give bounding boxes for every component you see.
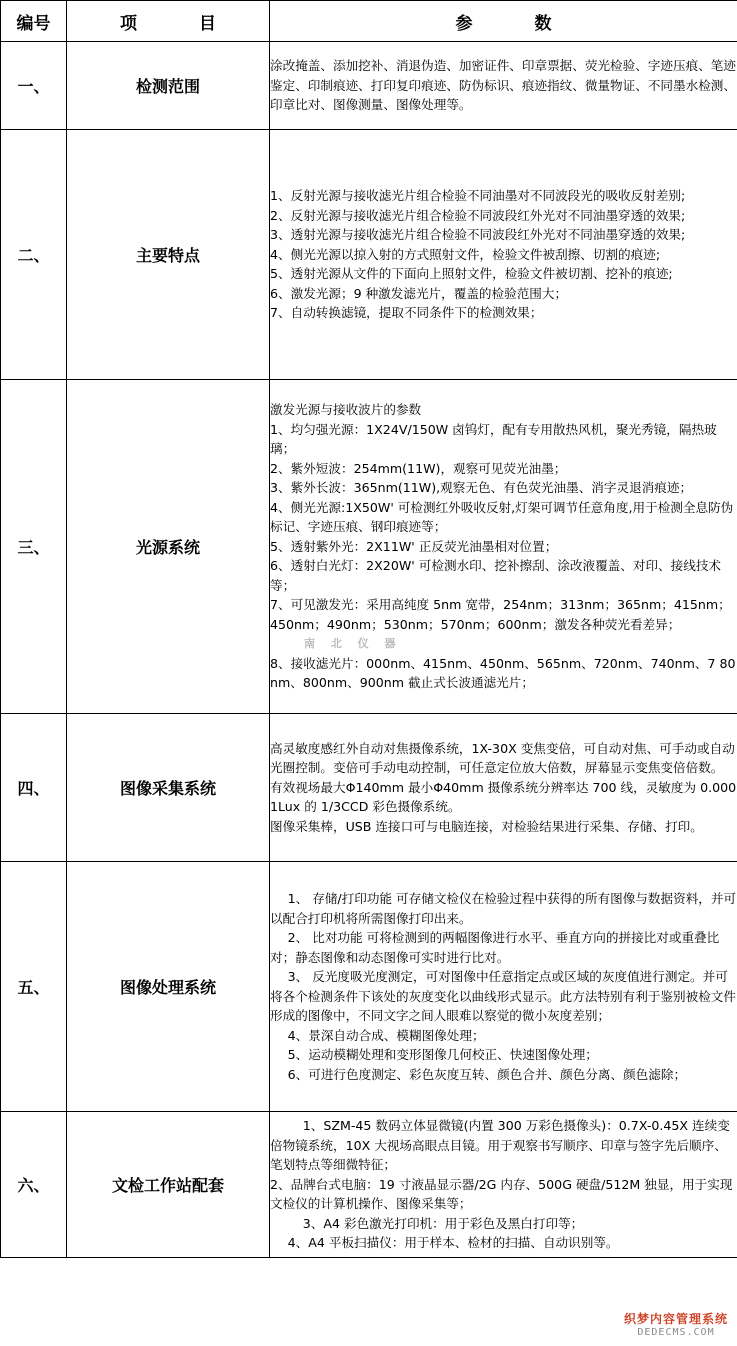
param-line: 3、 反光度吸光度测定，可对图像中任意指定点或区域的灰度值进行测定。并可将各个检测条件下该处的灰度变化以曲线形式显示。此方法特别有利于鉴别被检文件形成的图像中，不同文字之间人眼难以察觉的微小灰度差别；	[270, 969, 736, 1023]
table-row	[1, 1112, 737, 1258]
row-params	[270, 862, 737, 1112]
param-line: 6、激发光源；9 种激发滤光片，覆盖的检验范围大；	[270, 285, 568, 301]
watermark-url: DEDECMS.COM	[637, 1327, 715, 1338]
param-line: 6、可进行色度测定、彩色灰度互转、颜色合并、颜色分离、颜色滤除；	[287, 1066, 687, 1082]
param-line: 2、 比对功能 可将检测到的两幅图像进行水平、垂直方向的拼接比对或重叠比对；静态图像和动态图像可实时进行比对。	[270, 930, 720, 965]
param-line: 图像采集棒，USB 连接口可与电脑连接，对检验结果进行采集、存储、打印。	[270, 818, 703, 834]
param-line: 4、A4 平板扫描仪：用于样本、检材的扫描、自动识别等。	[287, 1235, 619, 1251]
param-line: 有效视场最大Φ140mm 最小Φ40mm 摄像系统分辨率达 700 线，灵敏度为 0.0001Lux 的 1/3CCD 彩色摄像系统。	[270, 779, 737, 815]
param-line: 5、透射紫外光：2X11W' 正反荧光油墨相对位置；	[270, 538, 558, 554]
row-params	[270, 1112, 737, 1258]
param-line: 6、透射白光灯：2X20W' 可检测水印、挖补擦刮、涂改液覆盖、对印、接线技术等；	[270, 558, 722, 593]
row-item: 光源系统	[67, 380, 270, 714]
param-line: 涂改掩盖、添加挖补、消退伪造、加密证件、印章票据、荧光检验、字迹压痕、笔迹鉴定、印制痕迹、打印复印痕迹、防伪标识、痕迹指纹、微量物证、不同墨水检测、印章比对、图像测量、图像处理等。	[270, 58, 736, 113]
param-line: 7、可见激发光：采用高纯度 5nm 宽带，254nm；313nm；365nm；415nm；450nm；490nm；530nm；570nm；600nm；激发各种荧光看差异；	[270, 597, 731, 632]
param-line: 5、透射光源从文件的下面向上照射文件，检验文件被切割、挖补的痕迹;	[270, 266, 673, 282]
param-line: 1、均匀强光源：1X24V/150W 卤钨灯，配有专用散热风机，聚光秀镜，隔热玻璃；	[270, 421, 717, 457]
row-params	[270, 380, 737, 714]
watermark	[621, 1310, 731, 1338]
row-number: 二、	[1, 130, 67, 380]
param-line: 1、 存储/打印功能 可存储文检仪在检验过程中获得的所有图像与数据资料，并可以配合打印机将所需图像打印出来。	[270, 891, 737, 926]
param-line: 2、品牌台式电脑：19 寸液晶显示器/2G 内存、500G 硬盘/512M 独显，用于实现文检仪的计算机操作、图像采集等；	[270, 1176, 733, 1212]
param-line: 1、SZM-45 数码立体显微镜(内置 300 万彩色摄像头)：0.7X-0.45X 连续变倍物镜系统，10X 大视场高眼点目镜。用于观察书写顺序、印章与签字先后顺序、笔划特点等细微特征；	[270, 1118, 730, 1173]
table-row	[1, 862, 737, 1112]
row-item: 图像采集系统	[67, 714, 270, 862]
row-item: 文检工作站配套	[67, 1112, 270, 1258]
header-item	[67, 1, 270, 42]
table-row	[1, 380, 737, 714]
param-line: 3、A4 彩色激光打印机：用于彩色及黑白打印等；	[302, 1215, 584, 1231]
param-line: 8、接收滤光片：000nm、415nm、450nm、565nm、720nm、740nm、7 80nm、800nm、900nm 截止式长波通滤光片；	[270, 655, 736, 691]
param-line: 4、侧光光源以掠入射的方式照射文件，检验文件被刮擦、切割的痕迹;	[270, 246, 661, 262]
table-row	[1, 42, 737, 130]
param-line: 4、侧光光源:1X50W' 可检测红外吸收反射,灯架可调节任意角度,用于检测全息防伪标记、字迹压痕、钢印痕迹等；	[270, 499, 734, 535]
param-line: 激发光源与接收波片的参数	[270, 402, 422, 418]
row-number: 一、	[1, 42, 67, 130]
row-params	[270, 130, 737, 380]
header-item-label: 项 目	[120, 13, 244, 34]
row-item: 主要特点	[67, 130, 270, 380]
header-row	[1, 1, 737, 42]
row-item: 检测范围	[67, 42, 270, 130]
header-no: 编号	[1, 1, 67, 42]
header-param-label: 参 数	[455, 13, 580, 34]
row-number: 四、	[1, 714, 67, 862]
watermark-title: 织梦内容管理系统	[623, 1312, 728, 1326]
header-param	[270, 1, 737, 42]
row-number: 三、	[1, 380, 67, 714]
row-number: 五、	[1, 862, 67, 1112]
table-row	[1, 714, 737, 862]
param-line: 3、紫外长波：365nm(11W),观察无色、有色荧光油墨、消字灵退消痕迹；	[270, 480, 693, 496]
company-stamp: 南 北 仪 器	[304, 637, 402, 651]
param-line: 4、景深自动合成、模糊图像处理；	[287, 1027, 485, 1043]
row-item: 图像处理系统	[67, 862, 270, 1112]
param-line: 高灵敏度感红外自动对焦摄像系统，1X-30X 变焦变倍，可自动对焦、可手动或自动光圈控制。变倍可手动电动控制，可任意定位放大倍数，屏幕显示变焦变倍倍数。	[270, 740, 735, 776]
row-params	[270, 714, 737, 862]
param-line: 3、透射光源与接收滤光片组合检验不同波段红外光对不同油墨穿透的效果;	[270, 227, 686, 243]
param-line: 2、紫外短波：254mm(11W)，观察可见荧光油墨；	[270, 460, 567, 476]
row-number: 六、	[1, 1112, 67, 1258]
row-params	[270, 42, 737, 130]
table-row	[1, 130, 737, 380]
param-line: 7、自动转换滤镜，提取不同条件下的检测效果；	[270, 305, 543, 321]
param-line: 1、反射光源与接收滤光片组合检验不同油墨对不同波段光的吸收反射差别;	[270, 188, 686, 204]
param-line: 5、运动模糊处理和变形图像几何校正、快速图像处理；	[287, 1047, 598, 1062]
param-line: 2、反射光源与接收滤光片组合检验不同波段红外光对不同油墨穿透的效果;	[270, 207, 686, 223]
